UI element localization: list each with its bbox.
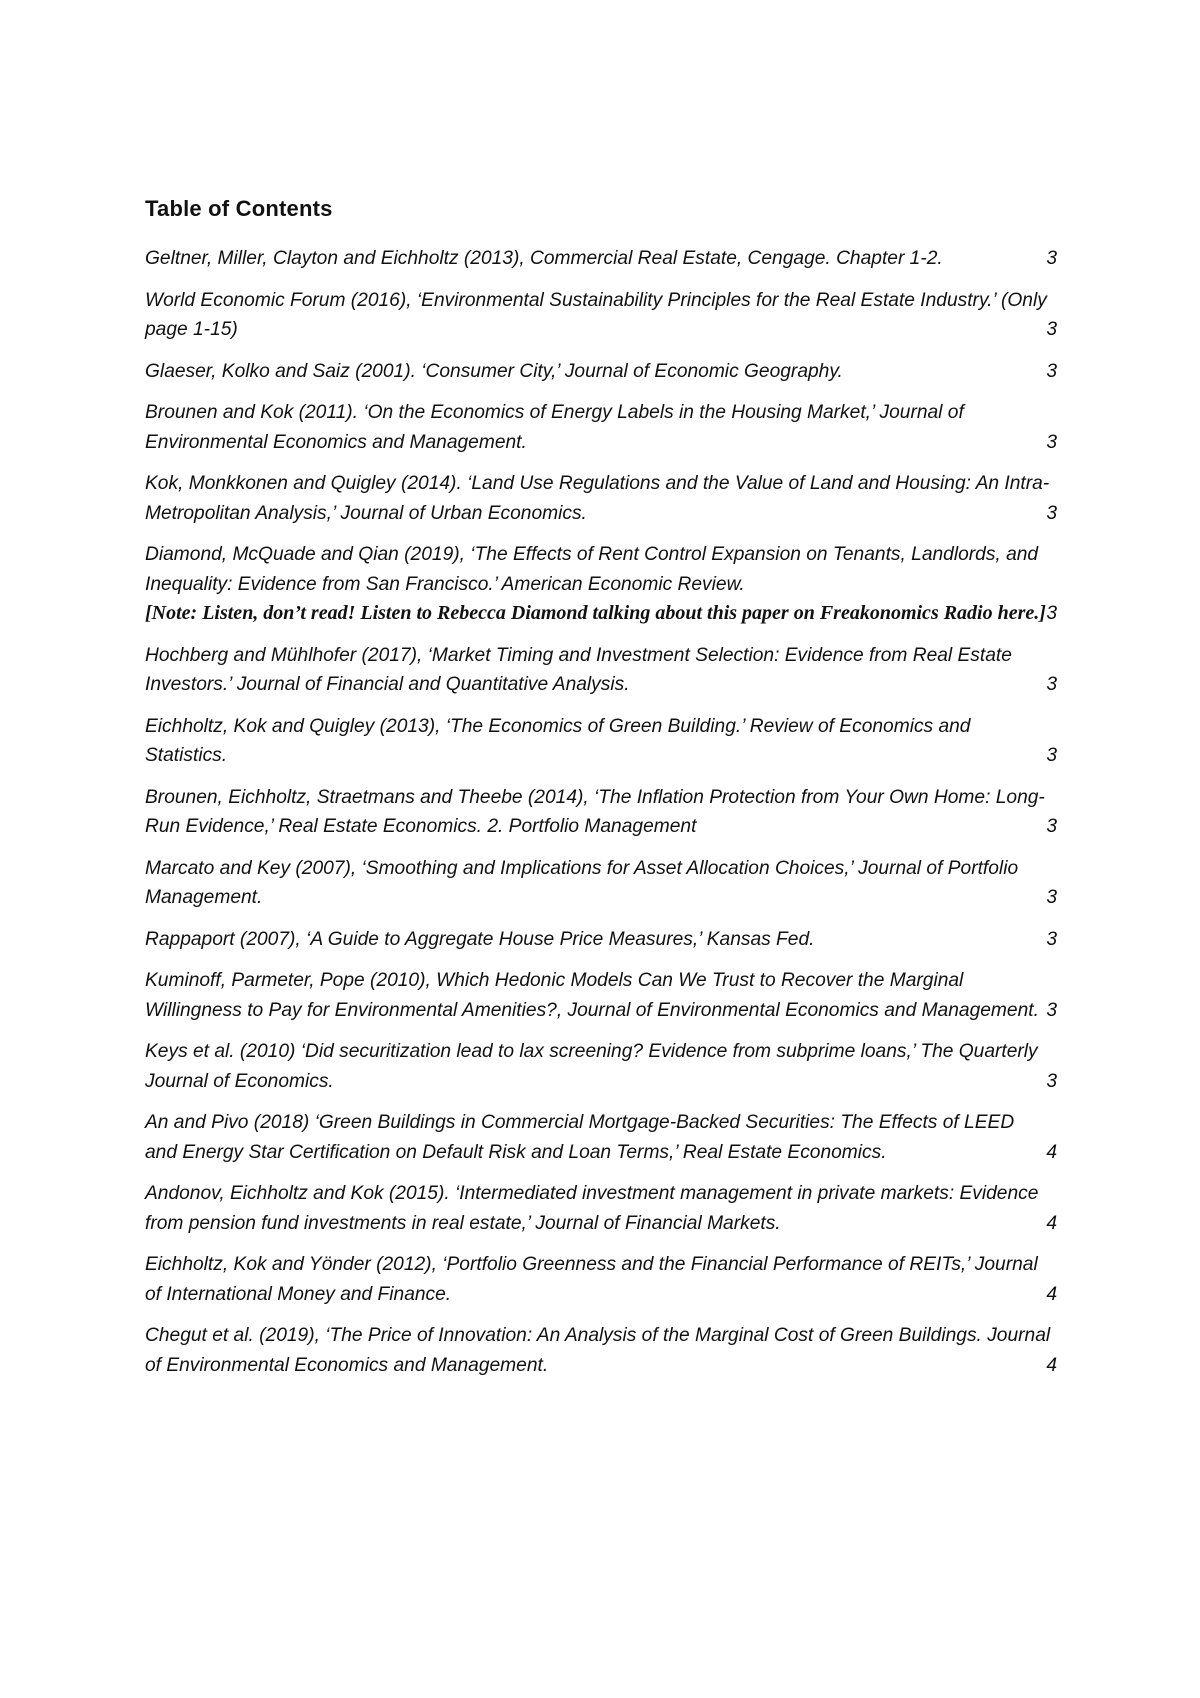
toc-entry[interactable] [145, 244, 1057, 274]
toc-page-number: 3 [1046, 816, 1057, 837]
toc-entry-text: Diamond, McQuade and Qian (2019), ‘The Effects of Rent Control Expansion on Tenants, Landlords, and Inequality: Evidence from San Francisco.’ American Economic Review. [145, 544, 1039, 595]
toc-entry-note: [Note: Listen, don’t read! Listen to Rebecca Diamond talking about this paper on Freakonomics Radio here.] [145, 602, 1046, 624]
toc-entry[interactable] [145, 854, 1057, 913]
toc-entry-text: Brounen and Kok (2011). ‘On the Economics of Energy Labels in the Housing Market,’ Journal of Environmental Economics and Management. [145, 402, 964, 453]
toc-page-number: 4 [1046, 1141, 1057, 1163]
toc-entry-text: Eichholtz, Kok and Quigley (2013), ‘The Economics of Green Building.’ Review of Economics and Statistics. [145, 715, 971, 766]
toc-page-number: 3 [1046, 1070, 1057, 1092]
toc-page-number: 3 [1046, 248, 1057, 269]
toc-page-number: 4 [1046, 1354, 1057, 1376]
toc-page-number: 4 [1046, 1283, 1057, 1305]
toc-page-number: 3 [1046, 999, 1057, 1021]
toc-entry-text: Chegut et al. (2019), ‘The Price of Innovation: An Analysis of the Marginal Cost of Green Buildings. Journal of Environmental Economics and Management. [145, 1325, 1051, 1376]
toc-entry-text: Kok, Monkkonen and Quigley (2014). ‘Land Use Regulations and the Value of Land and Housing: An Intra-Metropolitan Analysis,’ Journal of Urban Economics. [145, 473, 1050, 524]
toc-entry-text: Hochberg and Mühlhofer (2017), ‘Market Timing and Investment Selection: Evidence from Real Estate Investors.’ Journal of Financial and Quantitative Analysis. [145, 644, 1012, 695]
toc-entry[interactable] [145, 357, 1057, 387]
toc-entry-text: An and Pivo (2018) ‘Green Buildings in Commercial Mortgage-Backed Securities: The Effects of LEED and Energy Star Certification on Default Risk and Loan Terms,’ Real Estate Economics. [145, 1112, 1015, 1163]
toc-entry[interactable] [145, 641, 1057, 700]
toc-entry[interactable] [145, 540, 1057, 629]
toc-entry-text: Glaeser, Kolko and Saiz (2001). ‘Consumer City,’ Journal of Economic Geography. [145, 360, 843, 382]
toc-page-number: 3 [1046, 603, 1057, 624]
toc-entry-text: Rappaport (2007), ‘A Guide to Aggregate House Price Measures,’ Kansas Fed. [145, 928, 815, 950]
toc-entry[interactable] [145, 1037, 1057, 1096]
toc-entry-text: Geltner, Miller, Clayton and Eichholtz (2013), Commercial Real Estate, Cengage. Chapter 1-2. [145, 248, 943, 269]
toc-entry[interactable] [145, 469, 1057, 528]
toc-list [145, 244, 1057, 1392]
toc-page-number: 3 [1046, 360, 1057, 382]
toc-entry[interactable] [145, 966, 1057, 1025]
toc-page-number: 3 [1046, 431, 1057, 453]
toc-entry[interactable] [145, 286, 1057, 345]
toc-page-number: 3 [1046, 319, 1057, 340]
toc-entry[interactable] [145, 1321, 1057, 1380]
toc-entry[interactable] [145, 712, 1057, 771]
toc-entry-text: Eichholtz, Kok and Yönder (2012), ‘Portfolio Greenness and the Financial Performance of REITs,’ Journal of International Money and Finance. [145, 1254, 1038, 1305]
toc-page-number: 3 [1046, 887, 1057, 908]
toc-page-number: 4 [1046, 1212, 1057, 1234]
toc-entry[interactable] [145, 783, 1057, 842]
toc-entry[interactable] [145, 1108, 1057, 1167]
toc-entry[interactable] [145, 398, 1057, 457]
toc-entry[interactable] [145, 925, 1057, 955]
toc-entry-text: World Economic Forum (2016), ‘Environmental Sustainability Principles for the Real Estate Industry.’ (Only page 1-15) [145, 289, 1047, 340]
toc-entry-text: Marcato and Key (2007), ‘Smoothing and Implications for Asset Allocation Choices,’ Journal of Portfolio Management. [145, 857, 1019, 908]
toc-entry-text: Keys et al. (2010) ‘Did securitization lead to lax screening? Evidence from subprime loans,’ The Quarterly Journal of Economics. [145, 1041, 1038, 1092]
toc-entry[interactable] [145, 1179, 1057, 1238]
toc-entry-text: Andonov, Eichholtz and Kok (2015). ‘Intermediated investment management in private markets: Evidence from pension fund investments in real estate,’ Journal of Financial Markets. [145, 1183, 1039, 1234]
toc-page-number: 3 [1046, 928, 1057, 950]
toc-title: Table of Contents [145, 196, 333, 221]
toc-entry-text: Kuminoff, Parmeter, Pope (2010), Which Hedonic Models Can We Trust to Recover the Marginal Willingness to Pay for Environmental Amenities?, Journal of Environmental Economics and Management. [145, 970, 1039, 1021]
toc-page-number: 3 [1046, 745, 1057, 766]
toc-entry-text: Brounen, Eichholtz, Straetmans and Theebe (2014), ‘The Inflation Protection from Your Own Home: Long-Run Evidence,’ Real Estate Economics. 2. Portfolio Management [145, 786, 1045, 837]
toc-page-number: 3 [1046, 674, 1057, 695]
toc-page-number: 3 [1046, 502, 1057, 524]
toc-entry[interactable] [145, 1250, 1057, 1309]
